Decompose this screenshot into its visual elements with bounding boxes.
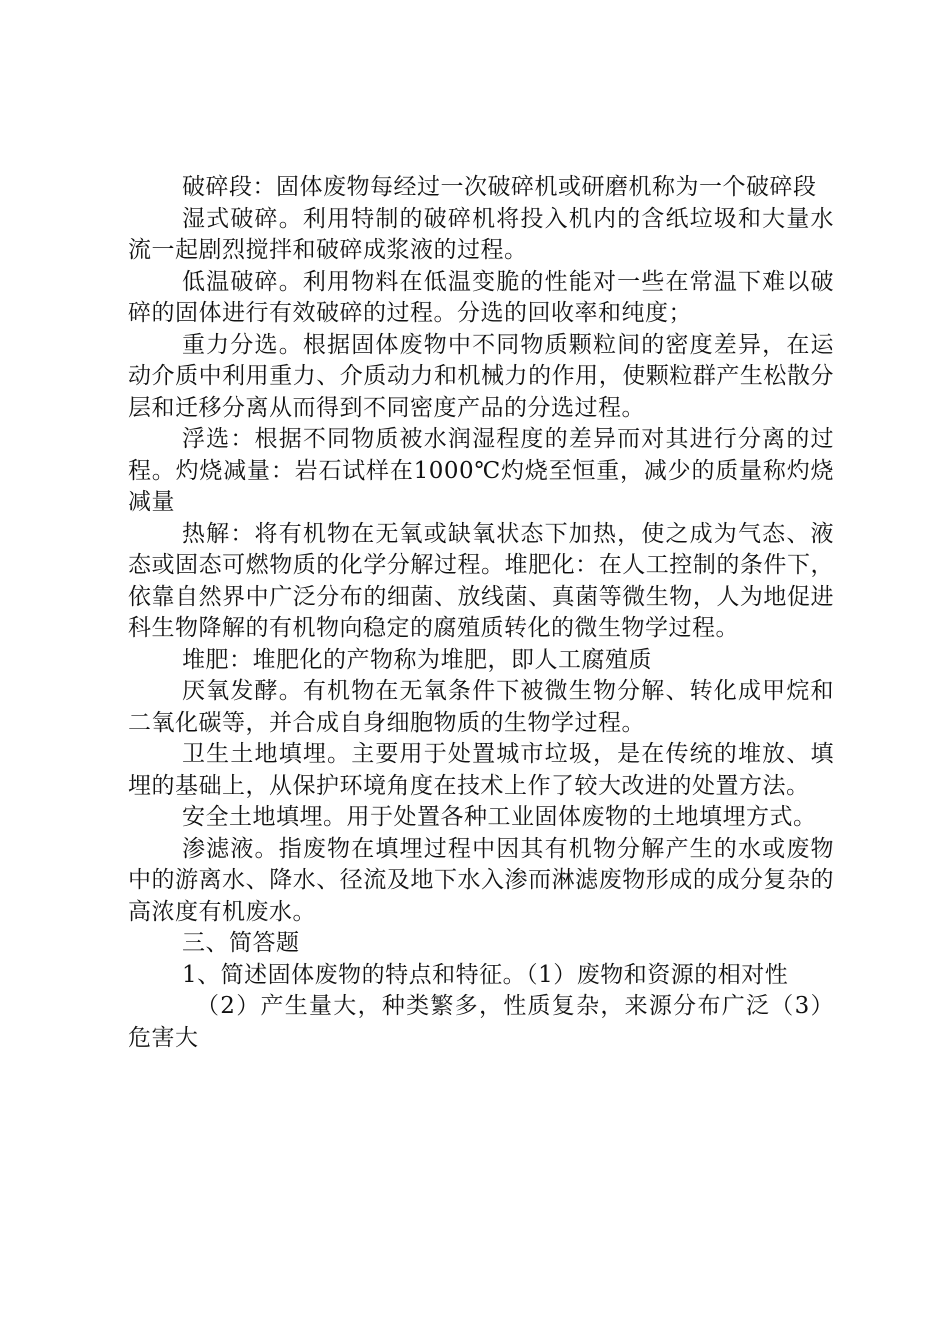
paragraph-secure-landfill: 安全土地填埋。用于处置各种工业固体废物的土地填埋方式。 bbox=[182, 804, 817, 830]
paragraph-sanitary-landfill: 卫生土地填埋。主要用于处置城市垃圾，是在传统的堆放、填埋的基础上，从保护环境角度在技术上作了较大改进的处置方法。 bbox=[128, 741, 834, 799]
paragraph-gravity-separation: 重力分选。根据固体废物中不同物质颗粒间的密度差异，在运动介质中利用重力、介质动力和机械力的作用，使颗粒群产生松散分层和迁移分离从而得到不同密度产品的分选过程。 bbox=[128, 331, 834, 421]
paragraph-leachate: 渗滤液。指废物在填埋过程中因其有机物分解产生的水或废物中的游离水、降水、径流及地下水入渗而淋滤废物形成的成分复杂的高浓度有机废水。 bbox=[128, 835, 834, 925]
paragraph-question-1-continued: （2）产生量大，种类繁多，性质复杂，来源分布广泛（3）危害大 bbox=[128, 993, 834, 1051]
document-body bbox=[128, 172, 834, 1054]
paragraph-crushing-stage: 破碎段：固体废物每经过一次破碎机或研磨机称为一个破碎段 bbox=[182, 174, 817, 200]
paragraph-low-temp-crushing: 低温破碎。利用物料在低温变脆的性能对一些在常温下难以破碎的固体进行有效破碎的过程。分选的回收率和纯度； bbox=[128, 268, 834, 326]
paragraph-pyrolysis: 热解：将有机物在无氧或缺氧状态下加热，使之成为气态、液态或固态可燃物质的化学分解过程。堆肥化：在人工控制的条件下，依靠自然界中广泛分布的细菌、放线菌、真菌等微生物，人为地促进科生物降解的有机物向稳定的腐殖质转化的微生物学过程。 bbox=[128, 520, 834, 641]
paragraph-anaerobic-fermentation: 厌氧发酵。有机物在无氧条件下被微生物分解、转化成甲烷和二氧化碳等，并合成自身细胞物质的生物学过程。 bbox=[128, 678, 834, 736]
paragraph-question-1: 1、简述固体废物的特点和特征。（1）废物和资源的相对性 bbox=[182, 961, 789, 988]
paragraph-flotation: 浮选：根据不同物质被水润湿程度的差异而对其进行分离的过程。灼烧减量：岩石试样在1000℃灼烧至恒重，减少的质量称灼烧减量 bbox=[128, 426, 834, 515]
paragraph-wet-crushing: 湿式破碎。利用特制的破碎机将投入机内的含纸垃圾和大量水流一起剧烈搅拌和破碎成浆液的过程。 bbox=[128, 205, 834, 263]
paragraph-compost: 堆肥：堆肥化的产物称为堆肥，即人工腐殖质 bbox=[182, 646, 652, 673]
section-heading-short-answer: 三、简答题 bbox=[182, 930, 300, 956]
